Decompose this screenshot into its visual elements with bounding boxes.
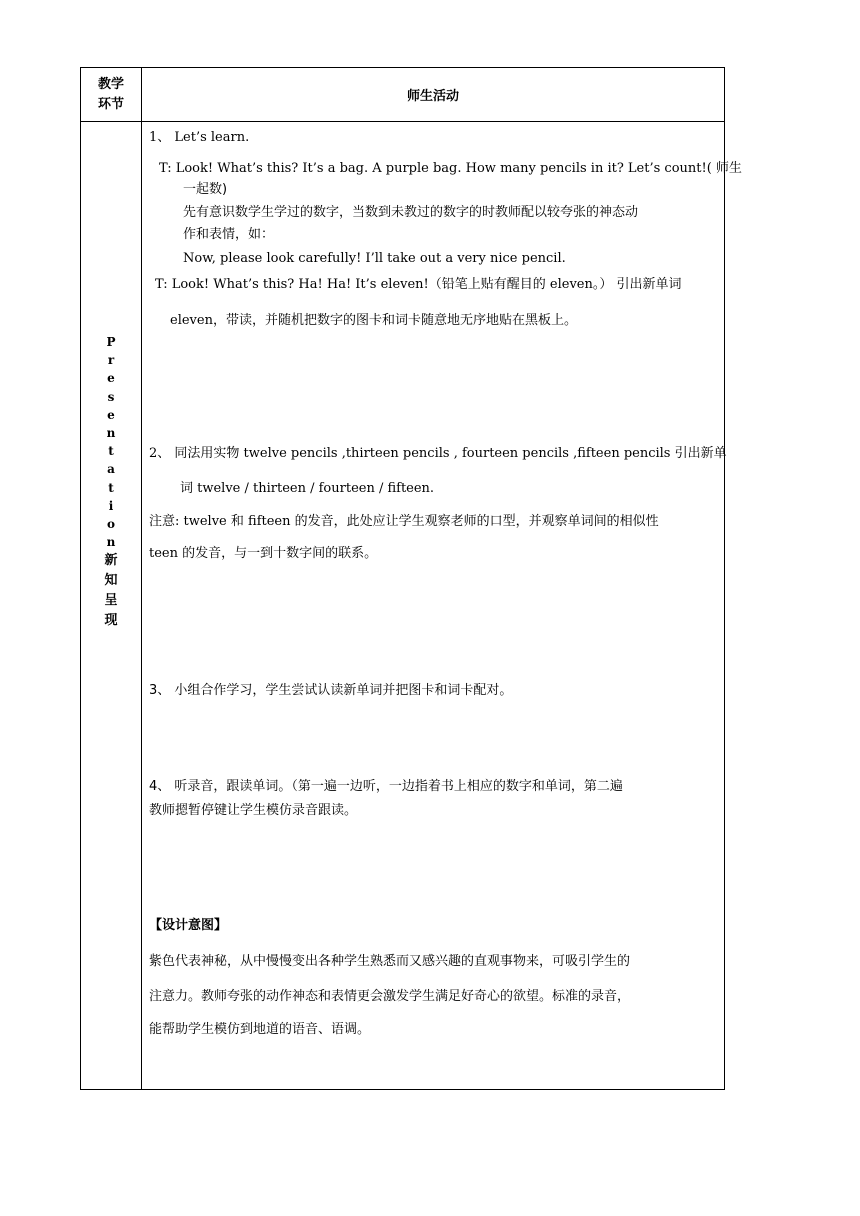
note-line: 先有意识数学生学过的数字，当数到未教过的数字的时教师配以较夸张的神态动 (183, 205, 639, 220)
header-stage-cell (81, 68, 141, 121)
step2-text: 词 twelve / thirteen / fourteen / fifteen. (180, 481, 435, 496)
stage-char: r (107, 353, 115, 368)
stage-char: o (106, 516, 115, 531)
stage-char: t (108, 480, 114, 495)
stage-char: s (107, 389, 115, 404)
attention-note: teen 的发音，与一到十数字间的联系。 (149, 546, 378, 561)
header-divider (81, 121, 724, 122)
step2-text: 2、 同法用实物 twelve pencils ,thirteen pencils , fourteen pencils ,fifteen pencils 引出新单 (149, 446, 727, 461)
dialogue-line: T: Look! What’s this? It’s a bag. A purple bag. How many pencils in it? Let’s count!( 师生 (159, 161, 742, 176)
header-activity-label: 师生活动 (406, 89, 459, 104)
design-intent-text: 紫色代表神秘，从中慢慢变出各种学生熟悉而又感兴趣的直观事物来，可吸引学生的 (149, 954, 631, 969)
header-activity-cell (142, 68, 724, 121)
note-line: eleven，带读，并随机把数字的图卡和词卡随意地无序地贴在黑板上。 (170, 313, 577, 328)
step4-text: 4、 听录音，跟读单词。（第一遍一边听，一边指着书上相应的数字和单词，第二遍 (149, 779, 623, 794)
stage-char: 知 (104, 573, 118, 589)
dialogue-line: 一起数) (183, 182, 228, 197)
stage-char: i (108, 498, 114, 513)
design-intent-text: 注意力。教师夸张的动作神态和表情更会激发学生满足好奇心的欲望。标准的录音， (149, 989, 631, 1004)
step4-text: 教师摁暂停键让学生模仿录音跟读。 (149, 803, 358, 818)
stage-char: 现 (104, 613, 118, 629)
header-stage-line2: 环节 (97, 96, 124, 112)
step1-heading: 1、 Let’s learn. (149, 130, 250, 145)
stage-char: 新 (104, 553, 118, 569)
stage-char: 呈 (104, 593, 118, 609)
dialogue-line: Now, please look carefully! I’ll take out a very nice pencil. (183, 251, 566, 266)
note-line: 作和表情，如： (183, 227, 275, 242)
dialogue-line: T: Look! What’s this? Ha! Ha! It’s eleven!（铅笔上贴有醒目的 eleven。） 引出新单词 (155, 277, 682, 292)
stage-char: n (106, 535, 116, 550)
stage-char: t (108, 444, 114, 459)
stage-char: P (106, 335, 116, 349)
column-divider (141, 68, 142, 1089)
attention-note: 注意: twelve 和 fifteen 的发音，此处应让学生观察老师的口型，并观察单词间的相似性 (149, 514, 659, 529)
stage-char: e (107, 371, 115, 386)
design-intent-heading: 【设计意图】 (149, 918, 228, 933)
stage-char: a (107, 462, 115, 477)
stage-char: e (107, 407, 115, 422)
stage-label (81, 333, 141, 631)
design-intent-text: 能帮助学生模仿到地道的语音、语调。 (149, 1022, 371, 1037)
step3-text: 3、 小组合作学习，学生尝试认读新单词并把图卡和词卡配对。 (149, 683, 513, 698)
stage-char: n (106, 425, 116, 440)
header-stage-line1: 教学 (97, 76, 124, 92)
